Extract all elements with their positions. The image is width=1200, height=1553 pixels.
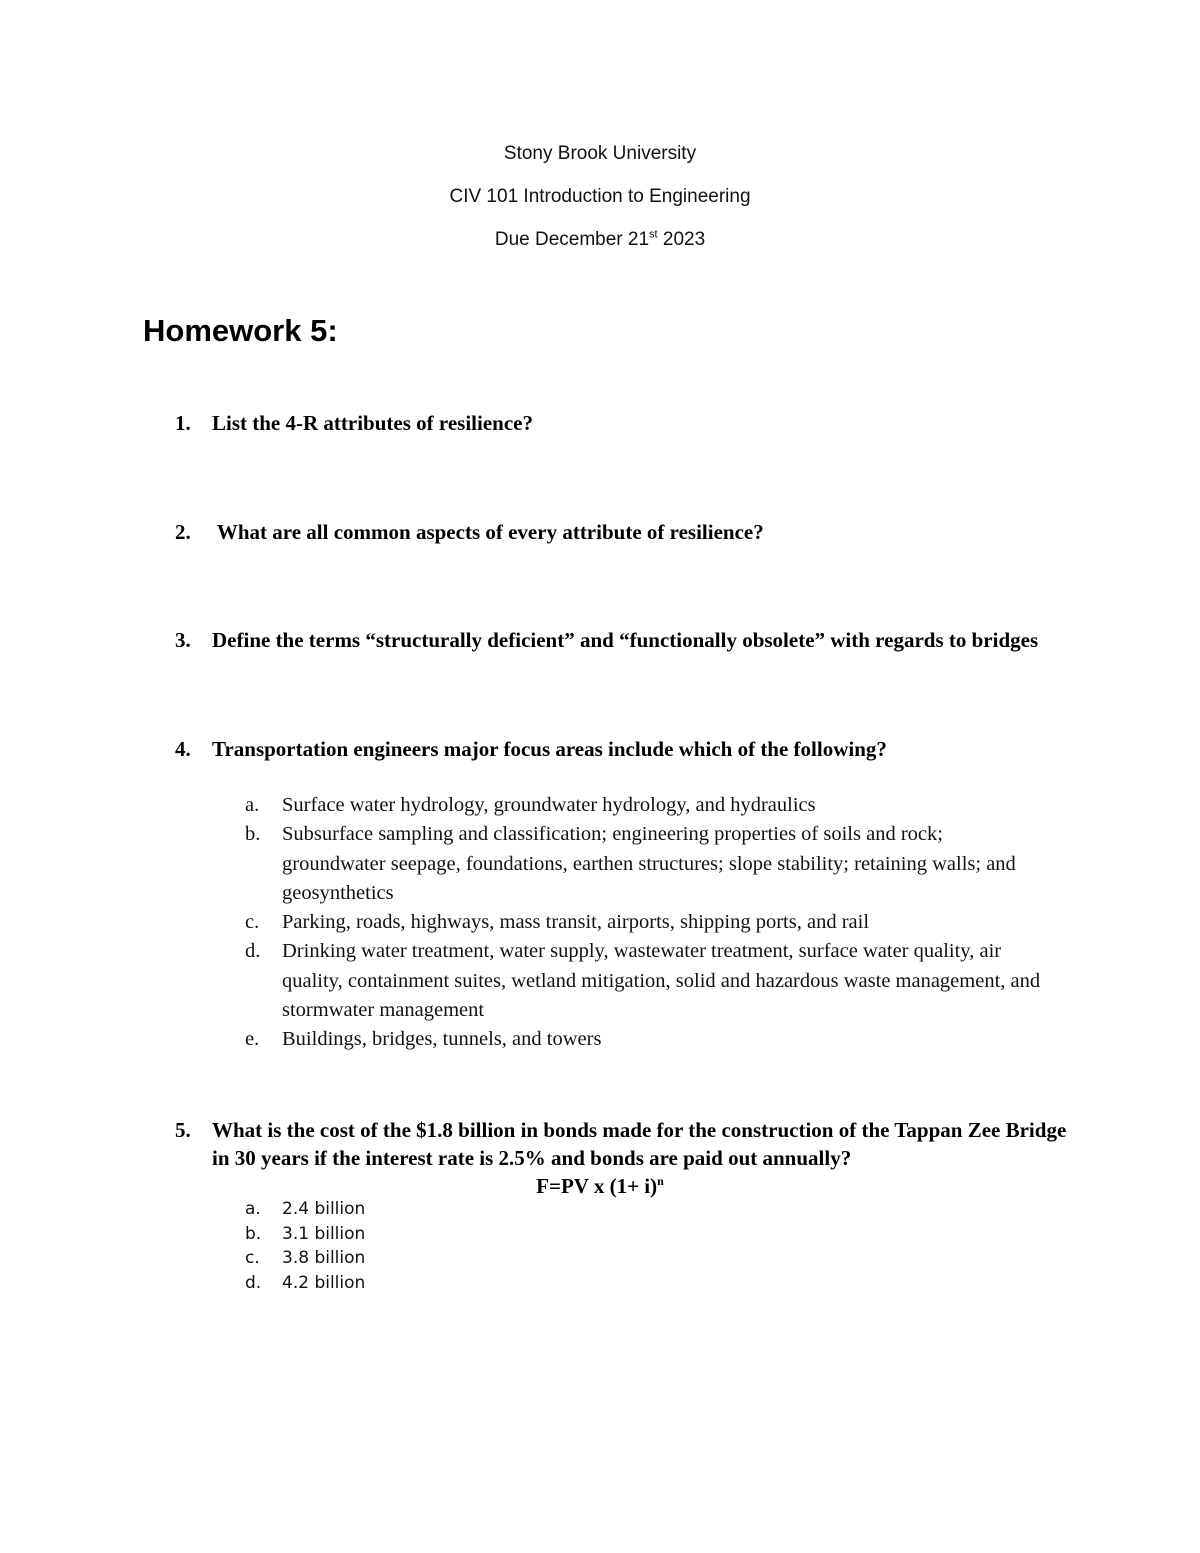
due-date [0, 228, 1200, 252]
answer-option [245, 791, 1045, 820]
option-letter: d. [245, 940, 261, 963]
option-letter: c. [245, 1248, 260, 1268]
option-text: Buildings, bridges, tunnels, and towers [282, 1028, 602, 1051]
question-number: 3. [175, 628, 191, 652]
answer-option [245, 1271, 645, 1296]
answer-option [245, 1197, 645, 1222]
homework-title: Homework 5: [143, 313, 338, 348]
question-text: What are all common aspects of every attribute of resilience? [212, 520, 764, 544]
question-text: Define the terms “structurally deficient” and “functionally obsolete” with regards to bridges [212, 628, 1039, 652]
question-4-options [245, 791, 1045, 1055]
question-2 [175, 518, 1075, 546]
answer-option [245, 937, 1045, 1025]
formula-main: F=PV x (1+ i) [536, 1174, 658, 1198]
answer-option [245, 1025, 1045, 1054]
option-letter: b. [245, 1223, 262, 1244]
due-date-prefix: Due December 21 [494, 229, 650, 250]
option-text: Surface water hydrology, groundwater hydrology, and hydraulics [282, 794, 816, 816]
question-text: Transportation engineers major focus areas include which of the following? [212, 737, 887, 761]
answer-option [245, 1222, 645, 1247]
option-text: 3.8 billion [282, 1248, 366, 1268]
formula-exponent: n [657, 1174, 664, 1188]
question-3 [175, 626, 1075, 654]
option-letter: a. [245, 1199, 261, 1219]
option-text: 2.4 billion [282, 1199, 366, 1219]
question-number: 5. [175, 1118, 191, 1142]
question-5 [175, 1116, 1075, 1172]
due-date-ordinal: st [649, 228, 658, 241]
question-number: 2. [175, 520, 191, 544]
question-text: What is the cost of the $1.8 billion in bonds made for the construction of the Tappan Zee Bridge in 30 years if the interest rate is 2.5% and bonds are paid out annually? [212, 1118, 1067, 1170]
university-name: Stony Brook University [503, 143, 697, 164]
question-5-options [245, 1197, 645, 1295]
option-text: Subsurface sampling and classification; engineering properties of soils and rock; groundwater seepage, foundations, earthen structures; slope stability; retaining walls; and geosynthetics [282, 823, 1016, 904]
question-number: 4. [175, 737, 191, 761]
option-text: 3.1 billion [282, 1223, 366, 1244]
answer-option [245, 908, 1045, 937]
question-4 [175, 735, 1075, 763]
question-number: 1. [175, 411, 191, 435]
option-letter: d. [245, 1272, 262, 1293]
option-letter: e. [245, 1028, 260, 1051]
compound-interest-formula [0, 1172, 1200, 1200]
option-letter: a. [245, 794, 260, 816]
course-title: CIV 101 Introduction to Engineering [449, 186, 751, 207]
answer-option [245, 1246, 645, 1271]
option-letter: b. [245, 823, 261, 846]
question-text: List the 4-R attributes of resilience? [212, 411, 533, 435]
due-date-suffix: 2023 [657, 229, 706, 250]
answer-option [245, 820, 1045, 908]
option-letter: c. [245, 911, 260, 934]
option-text: 4.2 billion [282, 1272, 366, 1293]
option-text: Parking, roads, highways, mass transit, airports, shipping ports, and rail [282, 911, 870, 934]
question-1 [175, 409, 1075, 437]
option-text: Drinking water treatment, water supply, wastewater treatment, surface water quality, air quality, containment suites, wetland mitigation, solid and hazardous waste management, and stormwater management [282, 940, 1041, 1022]
